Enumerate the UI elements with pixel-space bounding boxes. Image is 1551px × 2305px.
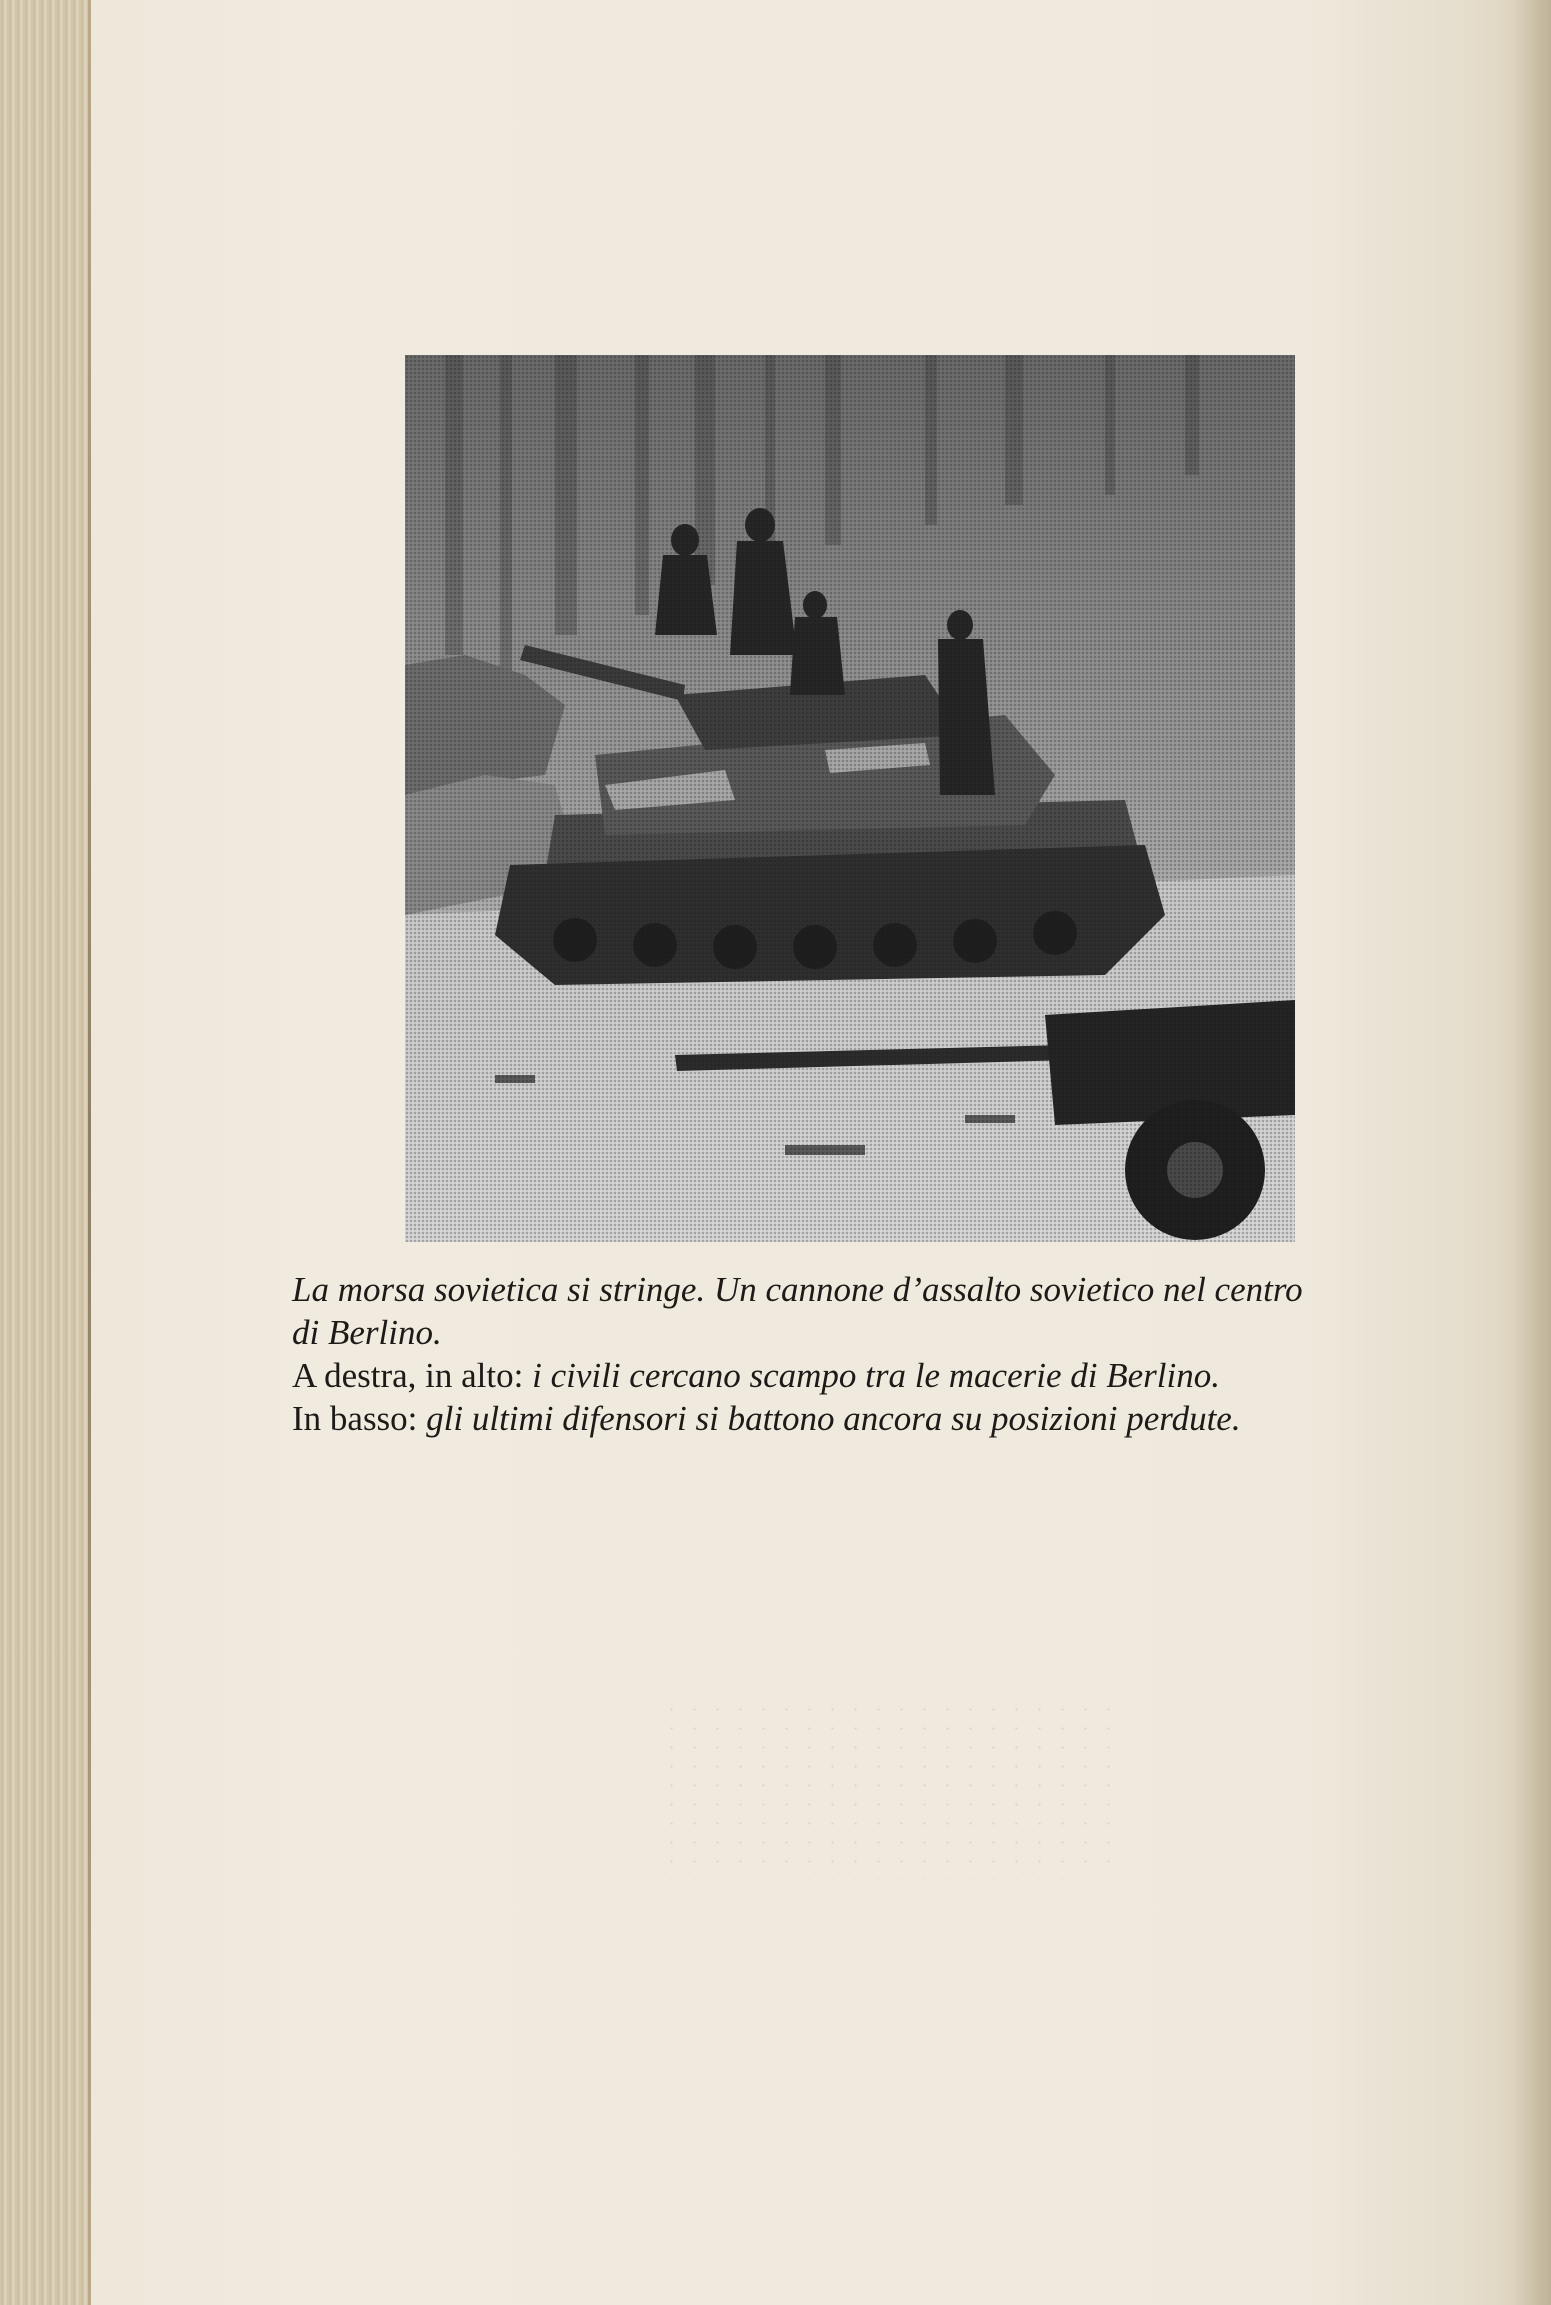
caption-line-1: La morsa sovietica si stringe. Un cannone d’assalto sovietico nel centro [292, 1270, 1303, 1309]
caption-line-4-text: gli ultimi difensori si battono ancora su posizioni perdute. [426, 1399, 1241, 1438]
page-stack-edge [0, 0, 90, 2305]
paper-specks [660, 1700, 1120, 1880]
caption-line-3-label: A destra, in alto: [292, 1356, 533, 1395]
tank-photograph [405, 355, 1295, 1242]
photo-caption [292, 1268, 1442, 1440]
caption-line-3 [292, 1354, 1442, 1397]
caption-line-2: di Berlino. [292, 1313, 442, 1352]
caption-line-4-label: In basso: [292, 1399, 427, 1438]
gutter-line [88, 0, 91, 2305]
caption-line-4 [292, 1397, 1442, 1440]
photo-illustration [405, 355, 1295, 1242]
caption-line-3-text: i civili cercano scampo tra le macerie di Berlino. [532, 1356, 1220, 1395]
page-shadow [1511, 0, 1551, 2305]
